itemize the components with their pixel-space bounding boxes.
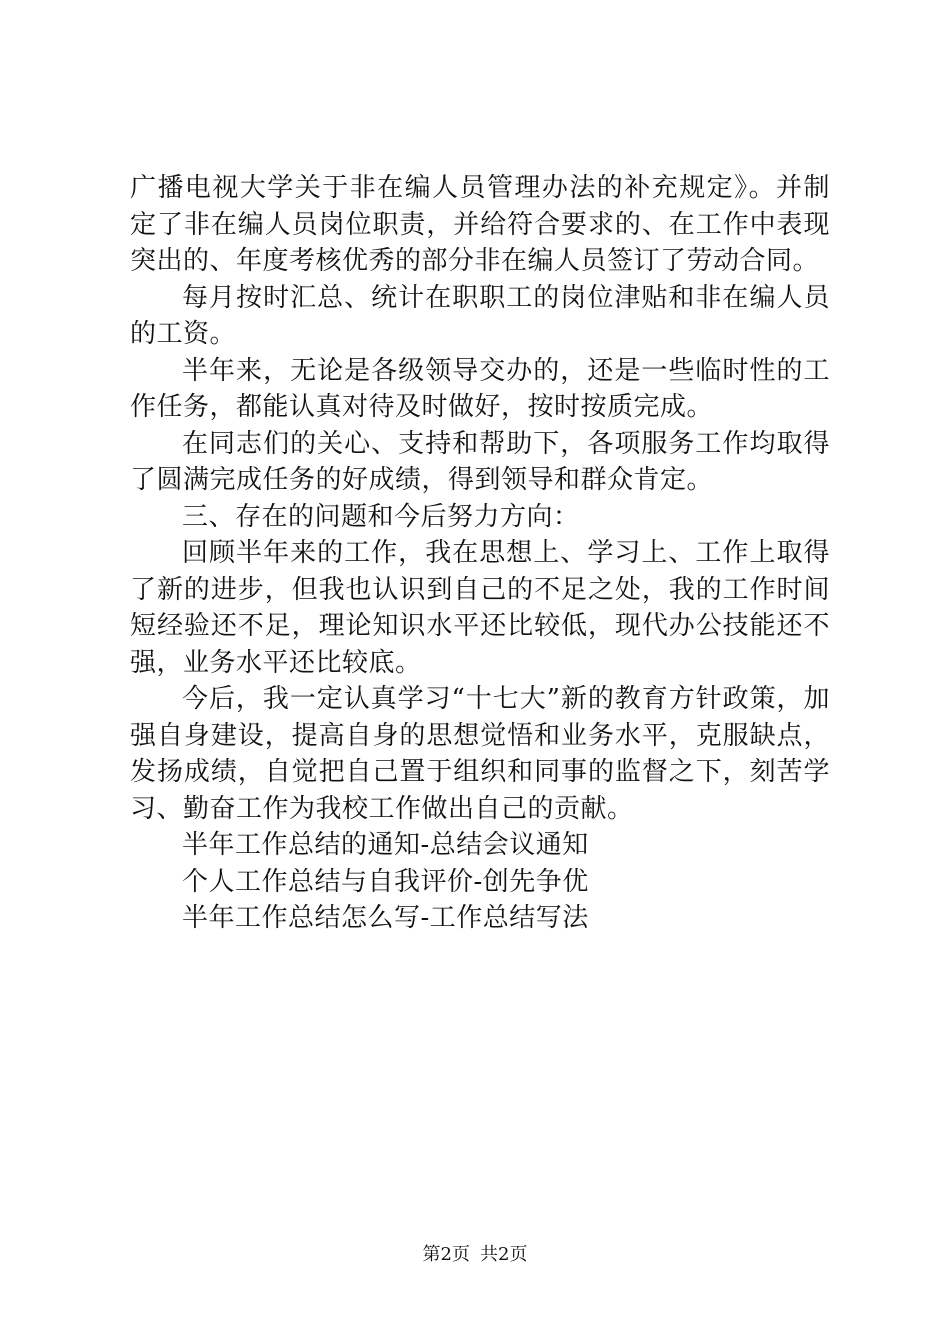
related-link-meeting-notice[interactable]: 半年工作总结的通知-总结会议通知 <box>182 830 589 860</box>
document-body <box>130 170 830 937</box>
paragraph-wages: 每月按时汇总、统计在职职工的岗位津贴和非在编人员的工资。 <box>130 282 830 349</box>
related-link-writing-method[interactable]: 半年工作总结怎么写-工作总结写法 <box>182 903 589 933</box>
related-links <box>130 827 830 937</box>
related-link-self-evaluation[interactable]: 个人工作总结与自我评价-创先争优 <box>182 866 589 897</box>
paragraph-tasks: 半年来，无论是各级领导交办的，还是一些临时性的工作任务，都能认真对待及时做好，按时按质完成。 <box>130 355 830 422</box>
section-heading-problems: 三、存在的问题和今后努力方向： <box>182 501 580 532</box>
page-total: 共2页 <box>480 1244 528 1265</box>
paragraph-achievements: 在同志们的关心、支持和帮助下，各项服务工作均取得了圆满完成任务的好成绩，得到领导和群众肯定。 <box>130 428 830 495</box>
page-footer <box>0 1243 950 1267</box>
paragraph-future: 今后，我一定认真学习“十七大”新的教育方针政策，加强自身建设，提高自身的思想觉悟和业务水平，克服缺点，发扬成绩，自觉把自己置于组织和同事的监督之下，刻苦学习、勤奋工作为我校工作做出自己的贡献。 <box>130 684 830 824</box>
paragraph-continuation: 广播电视大学关于非在编人员管理办法的补充规定》。并制定了非在编人员岗位职责，并给符合要求的、在工作中表现突出的、年度考核优秀的部分非在编人员签订了劳动合同。 <box>130 173 830 276</box>
page-number: 第2页 <box>422 1244 470 1265</box>
paragraph-review: 回顾半年来的工作，我在思想上、学习上、工作上取得了新的进步，但我也认识到自己的不足之处，我的工作时间短经验还不足，理论知识水平还比较低，现代办公技能还不强，业务水平还比较底。 <box>130 538 830 678</box>
